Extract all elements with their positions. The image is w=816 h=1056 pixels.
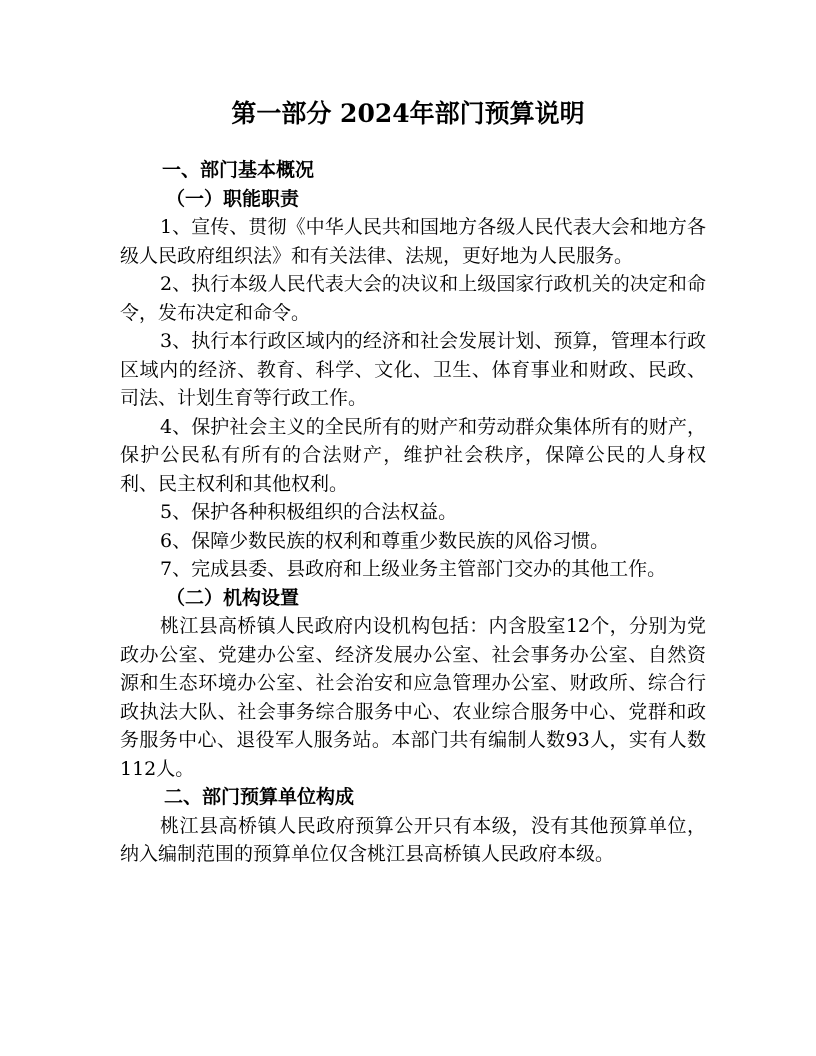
duty-paragraph-5: 5、保护各种积极组织的合法权益。 [160, 501, 458, 523]
subsection-heading-organization: （二）机构设置 [166, 586, 300, 609]
duty-paragraph-1: 1、宣传、贯彻《中华人民共和国地方各级人民代表大会和地方各级人民政府组织法》和有关法律、法规，更好地为人民服务。 [120, 216, 706, 267]
section-heading-basic-overview: 一、部门基本概况 [162, 159, 315, 181]
subsection-heading-duties: （一）职能职责 [166, 187, 300, 210]
duty-paragraph-3: 3、执行本行政区域内的经济和社会发展计划、预算，管理本行政区域内的经济、教育、科学、文化、卫生、体育事业和财政、民政、司法、计划生育等行政工作。 [120, 330, 706, 409]
document-title: 第一部分 2024年部门预算说明 [231, 99, 585, 128]
duty-paragraph-7: 7、完成县委、县政府和上级业务主管部门交办的其他工作。 [160, 558, 667, 580]
section-heading-budget-units: 二、部门预算单位构成 [164, 786, 355, 808]
duty-paragraph-2: 2、执行本级人民代表大会的决议和上级国家行政机关的决定和命令，发布决定和命令。 [120, 273, 706, 324]
duty-paragraph-6: 6、保障少数民族的权利和尊重少数民族的风俗习惯。 [160, 529, 610, 552]
organization-paragraph: 桃江县高桥镇人民政府内设机构包括：内含股室12个，分别为党政办公室、党建办公室、经济发展办公室、社会事务办公室、自然资源和生态环境办公室、社会治安和应急管理办公室、财政所、综合行政执法大队、社会事务综合服务中心、农业综合服务中心、党群和政务服务中心、退役军人服务站。本部门共有编制人数93人，实有人数112人。 [120, 615, 706, 780]
document-body [120, 156, 706, 869]
duty-paragraph-4: 4、保护社会主义的全民所有的财产和劳动群众集体所有的财产，保护公民私有所有的合法财产，维护社会秩序，保障公民的人身权利、民主权利和其他权利。 [120, 415, 706, 495]
budget-units-paragraph: 桃江县高桥镇人民政府预算公开只有本级，没有其他预算单位，纳入编制范围的预算单位仅含桃江县高桥镇人民政府本级。 [120, 814, 706, 865]
